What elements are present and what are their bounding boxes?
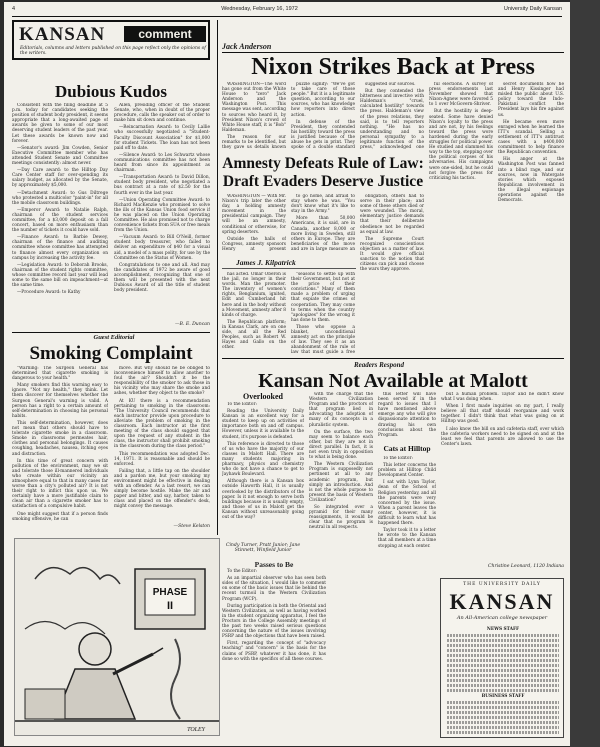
paragraph: this letter will have been served if in the regard to issues that I have mentioned above emerge any who will give dispassionate attention to drawing his own conclusions about the Program. bbox=[378, 392, 436, 438]
paragraph: The reason for our remarks to be identified, but they gave us details known bbox=[222, 134, 286, 150]
paragraph: The Supreme Court recognized conscientious objection as a matter of law. It would give official sanction to the notion that citizens can pick and choose the wars they approve. bbox=[360, 236, 424, 273]
divider bbox=[12, 332, 210, 333]
paragraph: WASHINGTON—The word has gone out from the White House to "zero" Jack Anderson and the Washington Post. This message was sent, according to sources who heard it, by President Nixon's crowd of White House staff, it is "Bob" Haldeman. bbox=[222, 82, 286, 133]
paragraph: has acted. Omar Oberon is the jail, no longer in their words. Man the promoter. The inventory of women's rights, Benglanium, ignited, Edit and Cumberland hit here and in the body without a Movement, amnesty after 8 kinds of charge. bbox=[222, 272, 286, 318]
anderson-column-2 bbox=[291, 82, 355, 150]
column-5-signature: Christine Leonard, 1120 Indiana bbox=[487, 564, 564, 569]
cartoon-credit: TOLEY bbox=[187, 727, 205, 733]
paragraph: —Finance Award: to Barbie Dewey, chairman of the finance and auditing committee whose committee has attempted to finance almost every organization on campus by increasing the activity fee. bbox=[12, 235, 108, 261]
paragraph: ful elections. A survey of press endorsements last November showed that Nixon-Agnew were favored 5 to 1 over McGovern-Shriver. bbox=[429, 82, 493, 108]
paragraph: On the surface, the two may seem to balance each other, but they are not in direct parallel. In fact, it is not even truly in opposition to what is being done. bbox=[309, 429, 373, 461]
kudos-column-1 bbox=[12, 103, 108, 329]
paragraph: But the hostility is deep-seated. Some have denied Nixon's loyalty to the press and are not, by his feelings toward the press wore hardened during the early struggles for political power. He studied and slammed his way to the top, stepping over the political corpses of his adversaries. His campaigns were one-sided, but he could not forgive the press for criticizing his tactics. bbox=[429, 109, 493, 181]
paragraph: with the charge that the Western Civilization Program and the proctors of that program lied in advocating the adoption of many of its concepts in a pluralistic system. bbox=[309, 392, 373, 428]
paragraph: This letter concerns the problem at Hilltop Child Development Center. bbox=[378, 463, 436, 479]
paragraph: —Procedure Award: to Kathy bbox=[17, 290, 81, 296]
paragraph: Failing that, a little tap on the shoulder and a pardon me, but your smoking my environment might be effective in dealing with an offender. As a last resort, we can simply become hostile. Make the air and paper and bitter, and say, harbor, taken to class and placed on the offender's desk, might convey the message. bbox=[114, 468, 210, 510]
paragraph: I sat with Lynn Taylor, dean of the School of Religion yesterday, and all the parents were very concerned by the issue. When a parent leaves the center, however, it is difficult to learn what has happened there. bbox=[378, 480, 436, 527]
newspaper-page bbox=[4, 2, 570, 746]
masthead-subtitle: Editorials, columns and letters published on this page reflect only the opinions of the writers. bbox=[20, 46, 206, 57]
paragraph: More than 50,000 Americans, it is said, are in Canada, another 8,000 or more living in Sweden, still others in Europe. They are beneficiaries of the move and are in large measure an bbox=[291, 216, 355, 252]
cartoon-illustration bbox=[15, 539, 219, 735]
paragraph: In defense of the President, they contended his hostility toward the press is justified because of the abuse he gets in print. They spoke of a double standard bbox=[291, 119, 355, 150]
kudos-signature: —B. E. Duncan bbox=[174, 322, 210, 327]
paragraph: He became even more enraged when he learned the ITT's scandal. Selling a settlement of ITT's antitrust cases with a $400,000 commitment to help finance the Republican convention. bbox=[498, 119, 564, 156]
page-number: 4 bbox=[12, 6, 16, 12]
paragraph: —Senator's award: Jim Cowden, Senior Executive Committee member who has attended Student Senate and Committee meetings consistently: almost never. bbox=[12, 145, 108, 167]
paragraph: Allen, presiding officer of the Student Senate, who, when in doubt of the proper procedure, calls the speaker out of order to make him sit down and continue. bbox=[114, 103, 210, 124]
smoking-column-1 bbox=[12, 366, 108, 532]
paragraph: —Legislation Award: to Deborah Brooks, chairman of the student rights committee, whose committee record last year will lead some to the same bill on impeachment—at the same time. bbox=[12, 262, 108, 289]
paragraph: Although there is a Kansan box outside Haworth Hall, it is usually overlooked by the distributors of the paper. Is it not enough to serve both buildings because it is usually empty, and those of us in Malott get the Kansan without unreasonably going out of the way? bbox=[222, 479, 304, 520]
passes-subhead: Passes to Be bbox=[254, 562, 294, 569]
paragraph: —Vacuum Award: to Bill O'Neill, former student body treasurer, who failed to deliver an expenditure of $40 for a visual aid, a model of a mass polity, for use by the Committee on the Status of Women. bbox=[114, 235, 210, 261]
amnesty-column-3 bbox=[360, 194, 424, 354]
paragraph: Consistent with the filing deadline at 5 p.m. today for candidates seeking the position of student body president, it seems appropriate that a long-awaited page of awards be given to some of our most deserving student leaders of the past year. Let these awards be known now and forever. bbox=[12, 103, 108, 144]
issue-date: Wednesday, February 16, 1972 bbox=[221, 6, 298, 12]
letters-column-1 bbox=[222, 402, 304, 542]
paragraph: When I first made inquiries on my part, I really believe all that staff should reorganize and work together. I didn't think that what was going on at Hilltop was good. bbox=[441, 404, 564, 425]
divider bbox=[222, 268, 356, 269]
paper-name: University Daily Kansan bbox=[503, 6, 562, 12]
cats-subhead: Cats at Hilltop bbox=[383, 444, 431, 453]
paragraph: This self-determination, however, does not mean that others should have to tolerate cigarette smoke in a classroom. Smoke in classrooms permeates hair, clothes and personal belongings. It causes coughing, headaches, nausea, itching eyes and distraction. bbox=[12, 420, 108, 457]
letters-cats-column bbox=[378, 456, 436, 742]
paragraph: —Transportation Award: to David Dillon, student body president, who negotiated a bus contract at a rate of $2.50 for the fourth ever in the last year. bbox=[114, 175, 210, 196]
cartoon-sign-number: II bbox=[166, 600, 174, 612]
letters-column-4 bbox=[378, 392, 436, 440]
kansan-comment-masthead bbox=[12, 20, 210, 60]
business-staff-heading: BUSINESS STAFF bbox=[481, 694, 525, 699]
paragraph: To the Editor: bbox=[227, 569, 257, 575]
anderson-column-1 bbox=[222, 82, 286, 150]
kudos-column-2 bbox=[114, 103, 210, 323]
kilpatrick-column-2 bbox=[291, 272, 355, 354]
editorial-cartoon bbox=[14, 538, 220, 736]
paragraph: The Republican platform; in Kansas Clark, are on one side, and all the Red Peoples, such as Robert W. Hayes and Gallo on the other. bbox=[222, 319, 286, 351]
smoking-headline: Smoking Complaint bbox=[29, 343, 193, 364]
smoking-signature: —Steve Kelston bbox=[173, 524, 210, 529]
anderson-column-3 bbox=[360, 82, 424, 150]
paragraph: This recommendation was adopted Dec. 14, 1971. It is reasonable and should be enforced. bbox=[114, 451, 210, 467]
letters-kicker: Readers Respond bbox=[354, 361, 404, 369]
paragraph: —Silence Award: to Les Schwartz whose communications committee has not been heard from since its appointment as chairman. bbox=[114, 152, 210, 174]
smoking-kicker: Guest Editorial bbox=[93, 334, 135, 341]
paragraph: So integrated over a pyramid for their many reassignments, it would be clear that no program is neutral in all respects. bbox=[309, 504, 373, 531]
paragraph: —Emperor Award: to Natalie Ralph, chairman of the student services committee, for a $3,000 deposit on a fall concert, based on more enthusiasm than the number of tickets it could have sold. bbox=[12, 207, 108, 234]
kudos-headline: Dubious Kudos bbox=[55, 82, 167, 101]
staff-listing bbox=[447, 625, 559, 736]
letters-column-5 bbox=[441, 392, 564, 560]
paragraph: "Warning: The Surgeon General has determined that cigarette smoking is dangerous to your health." bbox=[12, 366, 108, 382]
paragraph: Outside the halls of Congress, amnesty sponsors Henry at present bbox=[222, 236, 286, 252]
paragraph: In this time of great concern with pollution of the environment, may we sit and tolerate those ill-mannered individuals who create within our vicinity an atmosphere equal to that in many cases far worse than a city's polluted air? It is not their right to inflict this upon us. We certainly have a more justifiable claim to clean air than a cigarette smoker has to satisfaction of a compulsive habit. bbox=[12, 458, 108, 510]
overlooked-signature: Cindy Turner, Pratt Junior; Jane Stinnett, Winfield Junior bbox=[225, 543, 301, 553]
paragraph: —Day Care award: to the Hilltop Day Care Center staff for over-spending its salary budget, as allocated by the Senate, by approximately $5,000. bbox=[12, 168, 108, 189]
paragraph: obligation, others had to serve in their place; and some of these others died or were wounded. The moral, elementary justice demands that their deliberate obedience not be regarded as equal at law. bbox=[360, 194, 424, 235]
paragraph: but a human problem. Taylor and he didn't know what I was doing when. bbox=[441, 392, 564, 403]
paragraph: move. But why should he be obliged to inconvenience himself to allow another to foul the air? Shouldn't it be the responsibility of the smoker to ask those in his vicinity who may share the smoke and ashes, whether they object to the smoke? bbox=[114, 366, 210, 397]
paragraph: suggested our sources. bbox=[365, 82, 416, 87]
paragraph: Congratulations to one and all. And may the candidates of 1972 be aware of good accomplishment, recognizing that one of them will be presented with the next Dubious Award of all the title of student body president. bbox=[114, 262, 210, 294]
amnesty-column-2 bbox=[291, 194, 355, 252]
amnesty-headline: Amnesty Defeats Rule of Law: Draft Evaders Deserve Justice bbox=[222, 155, 424, 190]
letters-column-3 bbox=[309, 392, 373, 742]
column-divider bbox=[217, 20, 218, 535]
paragraph: Taylor took it to a letter he wrote to the Kansan that all members at a time stopping at each center. bbox=[378, 528, 436, 549]
paragraph: To the Editor: bbox=[227, 402, 257, 407]
divider bbox=[222, 52, 564, 53]
paragraph: Those who oppose a blanket, unconditional amnesty act on the principle of law. They see it as an abandonment of the rule of law that must guide a free bbox=[291, 324, 355, 354]
page-folio bbox=[12, 6, 562, 17]
paragraph: One might suggest that if a person finds smoking offensive, he can bbox=[12, 511, 108, 522]
kilpatrick-column-1 bbox=[222, 272, 286, 354]
paragraph: First, regarding the concept of "advocacy teaching" and "concern" is the basis for the claims of PSRP, whatever it has done, it has done so with the specifics of all these courses. bbox=[222, 641, 326, 662]
paragraph: WASHINGTON — With Mr. Nixon's trip later the other day, a holding amnesty movement in the presidential campaign. They will be an amnesty, conditional or otherwise, for spring deserters. bbox=[222, 194, 286, 235]
staff-box-supertitle: THE UNIVERSITY DAILY bbox=[463, 582, 541, 587]
kansan-staff-box bbox=[440, 578, 564, 738]
anderson-column-4 bbox=[429, 82, 493, 352]
paragraph: "seasons to settle up with their Government, but not at the price of their convictions." Many of them made a problem of urging that expiate the crimes of cooperation. They may come to terms when the country "apologizes" for the wrong it has done to them. bbox=[291, 272, 355, 323]
paragraph: to go home, and afraid to stay where he was. "You don't know what it's like to stay in the Army." bbox=[291, 194, 355, 215]
paragraph: —Detachment Award: to Gus Diltrege who protested a multicolor "paint-in" for all the mobile classroom buildings. bbox=[12, 190, 108, 206]
paragraph: The Western Civilization Program is supposedly not pertinent at all to any academic program, but simply an introduction. And is not the whole purpose to present the basis of Western Civilization? bbox=[309, 462, 373, 503]
staff-box-tagline: An All-American college newspaper bbox=[456, 615, 548, 621]
paragraph: —Union Operating Committee Award: to Richard MacKenzie who promised to solve the ills of the Kansas Union food service if he was placed on the Union Operating Committee. He also promised not to charge convenience tickets from SUA or free meals from the Union. bbox=[114, 197, 210, 234]
overlooked-subhead: Overlooked bbox=[243, 392, 283, 401]
amnesty-column-1 bbox=[222, 194, 286, 252]
smoking-column-2 bbox=[114, 366, 210, 524]
paragraph: During participation in both the Oriental and Western Civilization, as well as having worked in the student organizing apparatus, I feel the Proctors in the College Assembly meetings of the past two weeks raised serious questions concerning the nature of the issues involving PSRP and the objections that have been raised. bbox=[222, 603, 326, 640]
paragraph: As an impartial observer who has seen both sides of the situation, I would like to comment on some of the basic issues that lie behind the recent turmoil in the Western Civilization Program (WCP). bbox=[222, 576, 326, 602]
paragraph: —Reincarnation Award: to Cecily Lallie who successfully negotiated a "Student-Faculty Discount Association" for $1,000 for student Tickets. The loan has not been paid off to date. bbox=[114, 125, 210, 151]
letters-headline: Kansan Not Available at Malott bbox=[258, 370, 528, 392]
kilpatrick-byline: James J. Kilpatrick bbox=[236, 258, 296, 267]
paragraph: But they contended the bitterness and invective with Haldeman's "cruel, calculated hostility" towards the press. Haldeman's view of the press relations, they said, is to tell reporters nothing. "He has no understanding and no personal sympathy to a legitimate function of the press," acknowledged one bbox=[360, 89, 424, 150]
binding-gutter bbox=[570, 0, 600, 747]
anderson-column-5 bbox=[498, 82, 564, 352]
paragraph: puzzle signify: "We've got to take care of those people." But it is a legitimate question, according to our sources, who has knowledge how reporters into direct action. bbox=[291, 82, 355, 118]
anderson-headline: Nixon Strikes Back at Press bbox=[251, 54, 535, 80]
divider bbox=[222, 358, 564, 359]
paragraph: To the Editor: bbox=[383, 456, 413, 461]
news-staff-heading: NEWS STAFF bbox=[486, 627, 520, 632]
staff-box-name: KANSAN bbox=[449, 589, 555, 614]
paragraph: secret documents how he and Henry Kissinger had misled the public about U.S. policy toward the Indo-Pakistani conflict the President lays his fire against us. bbox=[498, 82, 564, 118]
cartoon-sign-text: PHASE bbox=[152, 587, 188, 598]
paragraph: I also know the bill on and cafeteria staff, over which the cafeteria workers need to be signed on and at the least we feel that parents are allowed to use the Center's lawn. bbox=[441, 426, 564, 447]
paragraph: Reading the University Daily Kansan is an excellent way for a student to keep up on activities of importance both on and off campus. However, unless it is available to the student, it's purpose is defeated. bbox=[222, 409, 304, 440]
paragraph: At KU there is a recommendation pertaining to smoking in the classroom: "The University Council recommends that each instructor provide upon procedure to alleviate the problem of smoking in the classroom. Each instructor at the first meeting of the class should suggest that upon the request of any student in the class, the instructor shall prohibit smoking in the classroom during the class period." bbox=[114, 398, 210, 450]
anderson-byline: Jack Anderson bbox=[222, 42, 272, 51]
paragraph: His anger at the Washington Post was fanned into a blind rage, and our sources, now in Watergate stories which exposed Republican involvement in the illegal espionage operations against the Democrats. bbox=[498, 157, 564, 204]
masthead-name: KANSAN bbox=[19, 24, 106, 45]
masthead-section: comment bbox=[124, 26, 206, 42]
paragraph: Many smokers find this warning easy to ignore. "Not my health," they think. Let them discover for themselves whether the Surgeon General's warning is valid. A person has a right to a certain amount of self-determination in choosing his personal habits. bbox=[12, 383, 108, 419]
paragraph: This reference is directed to those of us who have the majority of our classes in Malott Hall. There are many students majoring in pharmacy, physics and chemistry who do not have a chance to get to Jayhawk Boulevard. bbox=[222, 441, 304, 478]
